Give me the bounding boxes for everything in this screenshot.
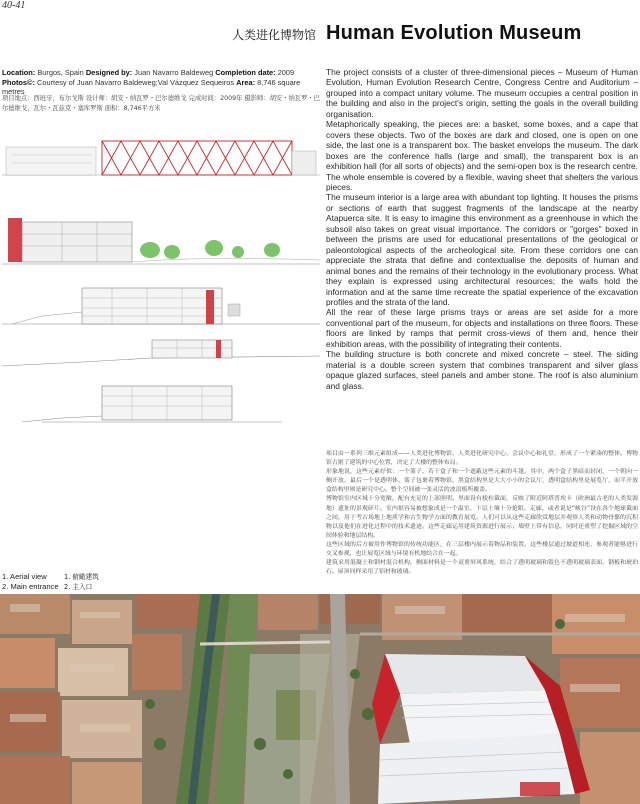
title-english: Human Evolution Museum: [326, 22, 582, 44]
area-label: Area:: [236, 77, 256, 87]
paragraph: 博物馆室内区域十分宽敞，配有充足的上部照明。里面设有棱柱截面，反映了附近阿塔普埃卡（欧洲最古老的人类发源地）遗址的景观碎片。室内很容易被想象成是一个温室，下层土壤十分抢眼。走廊，或者说是“峡谷”设在各个地球截面之间，用于考古场地上地质学和古生物学方面的教育展览。人们可以从这些走廊欣赏地层并观察人类和动物骨骼的沉积物以及他们在进化过程中的技术遗迹。这些走廊运用建筑资源进行展示；墙壁上带有信息，同时还重塑了挖掘区域的空间体验和地层结构。: [326, 496, 638, 539]
location-label: Location:: [2, 68, 36, 77]
caption-chinese: 1. 俯瞰建筑: [64, 573, 99, 581]
front-elevation-drawing: [2, 135, 320, 183]
completion-value: 2009: [277, 68, 295, 77]
photo-captions: [2, 572, 99, 592]
title-chinese: 人类进化博物馆: [232, 28, 317, 42]
lower-section-drawing: [2, 378, 320, 428]
paragraph: All the rear of these large prisms trays or areas are set aside for a more conventional part of the museum, for objects and installations on three floors. These floors are linked by ramps that permit cross-views of them and, hence their exhibition areas, with the possibility of integrating their contents.: [326, 307, 638, 349]
page-number: 40-41: [2, 0, 26, 11]
body-text-chinese: [326, 450, 638, 577]
caption-english: 1. Aerial view: [2, 572, 47, 581]
designer-label: Designed by:: [85, 68, 133, 77]
caption-chinese: 2. 主入口: [64, 583, 93, 591]
location-value: Burgos, Spain: [37, 68, 84, 77]
aerial-view-photo: [0, 594, 640, 804]
caption-row: [2, 572, 99, 582]
photos-label: Photos©:: [2, 77, 35, 87]
designer-value: Juan Navarro Baldeweg: [134, 68, 214, 77]
longitudinal-section-drawing: [2, 282, 320, 330]
paragraph: 建筑采用混凝土和钢材混合机构。侧面材料是一个双重屏风系统，结合了透明玻璃和银色不透明玻璃表面、钢板和琥珀石。屋顶同样采用了铝材和玻璃。: [326, 560, 638, 576]
paragraph: Metaphorically speaking, the pieces are: a basket, some boxes, and a cape that covers these objects. Two of the boxes are dark and closed, one is open on one side, the last one is a transparent box. The basket envelops the museum. The dark boxes are the conference halls (large and small), the transparent box is an exhibition hall (for all sorts of objects) and the semi-open box is the research centre. The whole ensemble is covered by a flexible, waving sheet that shelters the various pieces.: [326, 119, 638, 192]
paragraph: The project consists of a cluster of three-dimensional pieces – Museum of Human Evolution, Human Evolution Research Centre, Congress Centre and Auditorium – grouped into a compact unitary volume. The museum occupies a central position in the building and also in the project's origin, setting the goals in the overall building organisation.: [326, 67, 638, 119]
paragraph: 项目由一系列三维元素组成——人类进化博物馆、人类进化研究中心、会议中心和礼堂，形成了一个紧凑的整体。博物馆占据了建筑的中心位置，决定了大楼的整体布局。: [326, 451, 638, 467]
caption-row: [2, 582, 99, 592]
paragraph: 这些区域的后方被用作博物馆的传统功能区，在三层楼内展示着物品和装置。这些楼层通过坡道相连，参观者能够进行交叉参观，也让展览区域与环境有机地结合在一起。: [326, 541, 638, 558]
area-value: 8,746 square metres: [2, 77, 301, 97]
cross-section-drawing: [2, 336, 320, 372]
paragraph: The museum interior is a large area with abundant top lighting. It houses the prisms or sections of earth that suggest fragments of the landscape at the nearby Atapuerca site. It is easy to imagine this environment as a greenhouse in which the subsoil also takes on great visual importance. The corridors or "gorges" boxed in between the prisms are used for educational presentations of the geological or paleontological aspects of the archeological site. From these corridors one can appreciate the strata that define and contextualise the deposits of human and animal bones and the remains of their technology in the evolutionary process. What they explain is expressed using architectural resources; the walls hold the information and at the same time recreate the spatial experience of the excavation profiles and the strata of the land.: [326, 192, 638, 307]
completion-label: Completion date:: [215, 68, 276, 77]
project-credits-chinese: 项目地点：西班牙，布尔戈斯 设计师：胡安・纳瓦罗・巴尔德维戈 完成时间：2009年 摄影师：胡安・纳瓦罗・巴尔德维戈，瓦尔・瓦兹克・塞库罗斯 面积：8,746平方米: [2, 95, 320, 112]
photos-value: Courtesy of Juan Navarro Baldeweg;Val Vázquez Sequeiros: [37, 77, 235, 87]
caption-english: 2. Main entrance: [2, 582, 59, 591]
paragraph: 形象地说，这些元素好似：一个篮子、若干盒子和一个遮蔽这些元素的斗篷。其中，两个盒子黑暗而封闭，一个朝向一侧开放，最后一个是透明体。篮子包裹着博物馆。黑盒结构里是大大小小的会议厅，透明盒结构里是展览厅，而半开放盒结构里则是研究中心。整个空间被一张灵活的波浪板所覆盖。: [326, 469, 638, 494]
site-section-drawing: [2, 212, 320, 272]
body-text-english: [326, 67, 638, 391]
project-credits: [2, 68, 324, 97]
paragraph: The building structure is both concrete and mixed concrete – steel. The siding material is a double screen system that combines transparent and silver glass opaque glazed surfaces, steel panels and amber stone. The roof is also aluminium and glass.: [326, 349, 638, 391]
